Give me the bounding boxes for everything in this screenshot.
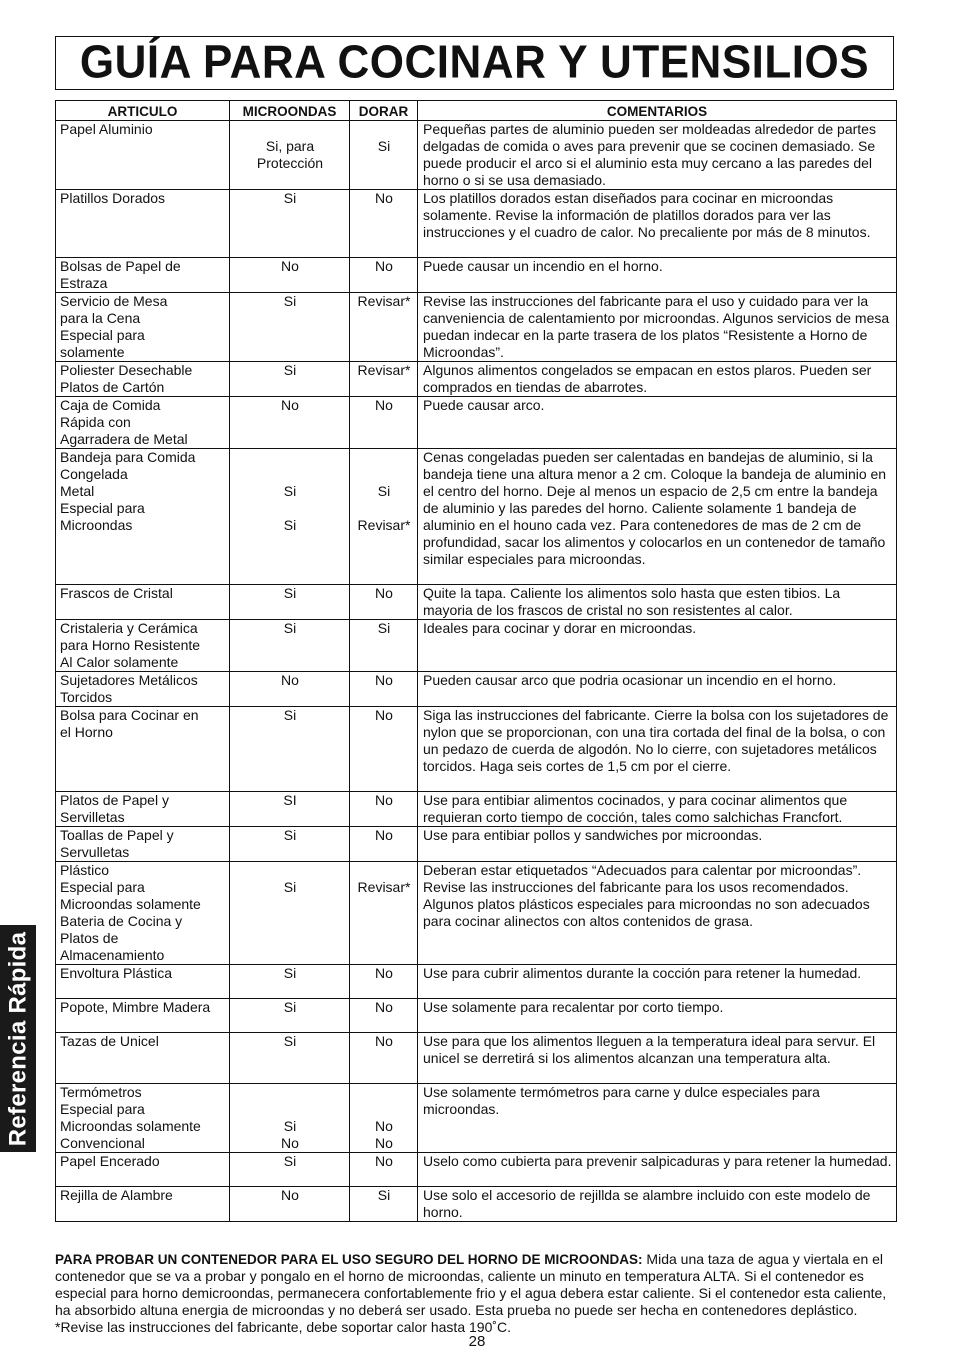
cell-dorar: No — [350, 999, 418, 1033]
table-row — [56, 362, 897, 397]
cell-articulo: Bolsa para Cocinar en el Horno — [56, 707, 230, 792]
cell-articulo: Platillos Dorados — [56, 190, 230, 258]
cell-dorar: Si Revisar* — [350, 449, 418, 585]
cell-comentarios: Los platillos dorados estan diseñados para cocinar en microondas solamente. Revise la información de platillos dorados para ver las instrucciones y el cuadro de calor. No precaliente por más de 8 minutos. — [418, 190, 897, 258]
cell-microondas: Si No — [230, 1084, 350, 1153]
cell-articulo: Envoltura Plástica — [56, 965, 230, 999]
header-comentarios: COMENTARIOS — [418, 101, 897, 121]
header-dorar: DORAR — [350, 101, 418, 121]
table-row — [56, 258, 897, 293]
cell-comentarios: Use solo el accesorio de rejillda se alambre incluido con este modelo de horno. — [418, 1187, 897, 1222]
cell-articulo: Rejilla de Alambre — [56, 1187, 230, 1222]
cell-dorar: No — [350, 258, 418, 293]
cell-comentarios: Deberan estar etiquetados “Adecuados para calentar por microondas”. Revise las instrucciones del fabricante para los usos recomendados. Algunos platos plásticos especiales para microondas no son adecuados para cocinar alinectos con altos contenidos de grasa. — [418, 862, 897, 965]
cell-articulo: Platos de Papel y Servilletas — [56, 792, 230, 827]
cell-comentarios: Use para que los alimentos lleguen a la temperatura ideal para servur. El unicel se derretirá si los alimentos alcanzan una temperatura alta. — [418, 1033, 897, 1084]
table-row — [56, 1033, 897, 1084]
cell-dorar: Si — [350, 620, 418, 672]
cell-dorar: Si — [350, 1187, 418, 1222]
cell-microondas: Si, para Protección — [230, 121, 350, 190]
cell-comentarios: Cenas congeladas pueden ser calentadas en bandejas de aluminio, si la bandeja tiene una altura menor a 2 cm. Coloque la bandeja de aluminio en el centro del horno. Deje al menos un espacio de 2,5 cm entre la bandeja de aluminio y las paredes del horno. Caliente solamente 1 bandeja de aluminio en el houno cada vez. Para contenedores de mas de 2 cm de profundidad, sacar los alimentos y colocarlos en un contenedor de tamaño similar especiales para microondas. — [418, 449, 897, 585]
cell-microondas: Si — [230, 362, 350, 397]
cell-dorar: No — [350, 827, 418, 862]
cell-microondas: Si — [230, 965, 350, 999]
page-title: GUÍA PARA COCINAR Y UTENSILIOS — [79, 36, 870, 89]
cell-comentarios: Pueden causar arco que podria ocasionar un incendio en el horno. — [418, 672, 897, 707]
cell-dorar: Si — [350, 121, 418, 190]
table-row — [56, 862, 897, 965]
cell-comentarios: Revise las instrucciones del fabricante para el uso y cuidado para ver la canveniencia de calentamiento por microondas. Algunos servicios de mesa puedan indecar en la parte trasera de los platos “Resistente a Horno de Microondas”. — [418, 293, 897, 362]
table-row — [56, 190, 897, 258]
cell-comentarios: Algunos alimentos congelados se empacan en estos plaros. Pueden ser comprados en tiendas de abarrotes. — [418, 362, 897, 397]
cell-dorar: No No — [350, 1084, 418, 1153]
cell-comentarios: Use solamente para recalentar por corto tiempo. — [418, 999, 897, 1033]
cell-comentarios: Use para entibiar alimentos cocinados, y para cocinar alimentos que requieran corto tiempo de cocción, tales como salchichas Francfort. — [418, 792, 897, 827]
table-row — [56, 827, 897, 862]
cell-comentarios: Uselo como cubierta para prevenir salpicaduras y para retener la humedad. — [418, 1153, 897, 1187]
note-body: Mida una taza de agua y viertala en el contenedor que se va a probar y pongalo en el horno de microondas, caliente un minuto en temperatura ALTA. Si el contenedor es especial para horno demicroondas, permanecera confortablemente frio y el agua debera estar caliente. Si el contenedor esta caliente, ha absorbido altuna energia de microondas y no deberá ser usado. Esta prueba no puede ser hecha en contenedores deplástico. *Revise las instrucciones del fabricante, debe soportar calor hasta 190˚C. — [55, 1251, 887, 1335]
cell-articulo: Servicio de Mesa para la Cena Especial para solamente — [56, 293, 230, 362]
cell-articulo: Termómetros Especial para Microondas solamente Convencional — [56, 1084, 230, 1153]
cell-dorar: No — [350, 965, 418, 999]
table-header-row — [56, 101, 897, 121]
table-row — [56, 1153, 897, 1187]
cell-articulo: Toallas de Papel y Servulletas — [56, 827, 230, 862]
cell-microondas: No — [230, 1187, 350, 1222]
cell-articulo: Bandeja para Comida Congelada Metal Especial para Microondas — [56, 449, 230, 585]
cell-comentarios: Puede causar arco. — [418, 397, 897, 449]
cell-microondas: Si — [230, 190, 350, 258]
cell-comentarios: Puede causar un incendio en el horno. — [418, 258, 897, 293]
cell-microondas: Si — [230, 1153, 350, 1187]
cell-articulo: Papel Aluminio — [56, 121, 230, 190]
cell-dorar: No — [350, 792, 418, 827]
table-row — [56, 293, 897, 362]
table-row — [56, 449, 897, 585]
cell-articulo: Tazas de Unicel — [56, 1033, 230, 1084]
cell-articulo: Frascos de Cristal — [56, 585, 230, 620]
cell-articulo: Cristaleria y Cerámica para Horno Resistente Al Calor solamente — [56, 620, 230, 672]
cell-dorar: Revisar* — [350, 862, 418, 965]
cell-articulo: Poliester Desechable Platos de Cartón — [56, 362, 230, 397]
cell-microondas: Si — [230, 293, 350, 362]
cell-microondas: SI — [230, 792, 350, 827]
table-row — [56, 707, 897, 792]
table-row — [56, 1187, 897, 1222]
cell-articulo: Plástico Especial para Microondas solamente Bateria de Cocina y Platos de Almacenamiento — [56, 862, 230, 965]
cell-microondas: No — [230, 672, 350, 707]
cell-dorar: Revisar* — [350, 362, 418, 397]
cell-articulo: Sujetadores Metálicos Torcidos — [56, 672, 230, 707]
cell-microondas: Si — [230, 620, 350, 672]
cell-dorar: Revisar* — [350, 293, 418, 362]
table-row — [56, 1084, 897, 1153]
cell-articulo: Papel Encerado — [56, 1153, 230, 1187]
cell-comentarios: Siga las instrucciones del fabricante. Cierre la bolsa con los sujetadores de nylon que se proporcionan, con una tira cortada del final de la bolsa, o con un pedazo de cuerda de algodón. No lo cierre, con sujetadores metálicos torcidos. Haga seis cortes de 1,5 cm por el cierre. — [418, 707, 897, 792]
side-tab — [0, 925, 36, 1152]
header-microondas: MICROONDAS — [230, 101, 350, 121]
cell-comentarios: Use para entibiar pollos y sandwiches por microondas. — [418, 827, 897, 862]
table-row — [56, 999, 897, 1033]
cell-comentarios: Use para cubrir alimentos durante la cocción para retener la humedad. — [418, 965, 897, 999]
cell-dorar: No — [350, 707, 418, 792]
cell-dorar: No — [350, 397, 418, 449]
cell-dorar: No — [350, 672, 418, 707]
cell-microondas: Si — [230, 1033, 350, 1084]
microwave-test-note — [55, 1251, 897, 1336]
cell-dorar: No — [350, 190, 418, 258]
cell-microondas: Si — [230, 999, 350, 1033]
cell-comentarios: Use solamente termómetros para carne y dulce especiales para microondas. — [418, 1084, 897, 1153]
cell-microondas: No — [230, 397, 350, 449]
side-tab-label: Referencia Rápida — [4, 931, 32, 1146]
table-body — [56, 121, 897, 1222]
cell-microondas: Si — [230, 827, 350, 862]
cell-comentarios: Ideales para cocinar y dorar en microondas. — [418, 620, 897, 672]
cell-articulo: Bolsas de Papel de Estraza — [56, 258, 230, 293]
title-box — [55, 36, 894, 90]
cell-microondas: Si Si — [230, 449, 350, 585]
cooking-guide-table — [55, 100, 897, 1222]
cell-comentarios: Quite la tapa. Caliente los alimentos solo hasta que esten tibios. La mayoria de los frascos de cristal no son resistentes al calor. — [418, 585, 897, 620]
table-row — [56, 792, 897, 827]
cell-articulo: Caja de Comida Rápida con Agarradera de Metal — [56, 397, 230, 449]
cell-dorar: No — [350, 1153, 418, 1187]
table-row — [56, 672, 897, 707]
table-row — [56, 397, 897, 449]
cell-microondas: No — [230, 258, 350, 293]
table-row — [56, 965, 897, 999]
table-row — [56, 121, 897, 190]
table-row — [56, 585, 897, 620]
page-number: 28 — [468, 1333, 486, 1350]
note-heading: PARA PROBAR UN CONTENEDOR PARA EL USO SEGURO DEL HORNO DE MICROONDAS: — [55, 1252, 643, 1267]
cell-articulo: Popote, Mimbre Madera — [56, 999, 230, 1033]
cell-dorar: No — [350, 585, 418, 620]
table-row — [56, 620, 897, 672]
cell-comentarios: Pequeñas partes de aluminio pueden ser moldeadas alrededor de partes delgadas de comida o aves para prevenir que se cocinen demasiado. Se puede producir el arco si el aluminio esta muy cercano a las paredes del horno o si se usa demasiado. — [418, 121, 897, 190]
header-articulo: ARTICULO — [56, 101, 230, 121]
cell-microondas: Si — [230, 862, 350, 965]
cell-dorar: No — [350, 1033, 418, 1084]
cell-microondas: Si — [230, 585, 350, 620]
cell-microondas: Si — [230, 707, 350, 792]
